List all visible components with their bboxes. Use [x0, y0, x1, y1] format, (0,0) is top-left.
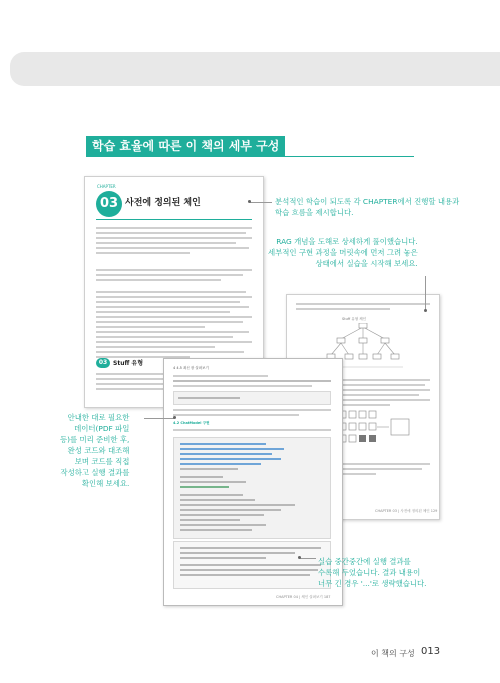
leader-dot-bottom-right — [298, 556, 301, 559]
header-strip — [10, 52, 500, 86]
body-paragraph — [96, 269, 252, 284]
intro-paragraph — [96, 227, 252, 257]
chapter-title: 사전에 정의된 체인 — [125, 198, 201, 208]
leader-dot-top-right — [248, 200, 251, 203]
page-number: 013 — [421, 646, 441, 657]
section-title: 학습 효율에 따른 이 책의 세부 구성 — [86, 136, 285, 156]
leader-dot-left — [173, 416, 176, 419]
section-rule — [86, 156, 414, 157]
data-note-box — [173, 391, 331, 405]
leader-left — [144, 418, 174, 419]
callout-left: 안내한 대로 필요한 데이터(PDF 파일 등)를 미리 준비한 후, 완성 코드와 대조해 보며 코드를 직접 작성하고 실행 결과를 확인해 보세요. — [60, 413, 130, 488]
right-page-footer: CHAPTER 03 | 사전에 정의된 체인 129 — [375, 509, 438, 513]
front-body-text — [173, 409, 331, 419]
subsection-title: Stuff 유형 — [113, 360, 144, 367]
right-intro-text — [296, 303, 430, 313]
leader-top-right — [250, 202, 272, 203]
chapter-badge: 03 — [96, 191, 122, 217]
front-intro-text — [173, 375, 331, 390]
front-subheading: 4.2 ChatModel 구현 — [173, 421, 210, 425]
subsection-badge: 03 — [96, 358, 110, 368]
code-block — [173, 437, 331, 539]
leader-bottom-right — [300, 558, 316, 559]
bullet-list — [96, 291, 252, 361]
chapter-badge-label: CHAPTER — [97, 184, 116, 189]
callout-top-right: 분석적인 학습이 되도록 각 CHAPTER에서 진행할 내용과 학습 흐름을 제시합니다. — [275, 197, 460, 217]
callout-mid-right: RAG 개념을 도해로 상세하게 풀이했습니다. 세부적인 구현 과정을 머릿속에 먼저 그려 놓은 상태에서 실습을 시작해 보세요. — [268, 237, 418, 268]
front-sub-text — [173, 429, 331, 434]
callout-bottom-right: 실습 중간중간에 실행 결과를 수록해 두었습니다. 결과 내용이 너무 긴 경우 '...'로 생략했습니다. — [318, 557, 427, 588]
front-heading: 4 4.5 최신 장 살펴보기 — [173, 366, 209, 370]
leader-mid-right — [425, 276, 427, 310]
output-block — [173, 541, 331, 589]
footer-label: 이 책의 구성 — [371, 649, 415, 658]
front-page-footer: CHAPTER 04 | 체인 살펴보기 187 — [276, 595, 331, 599]
leader-dot-mid-right — [424, 309, 427, 312]
grid-diagram — [337, 409, 417, 455]
diagram-caption: Stuff 유형 체인 — [342, 317, 366, 321]
sample-page-front — [163, 358, 343, 606]
chapter-rule — [96, 219, 252, 220]
